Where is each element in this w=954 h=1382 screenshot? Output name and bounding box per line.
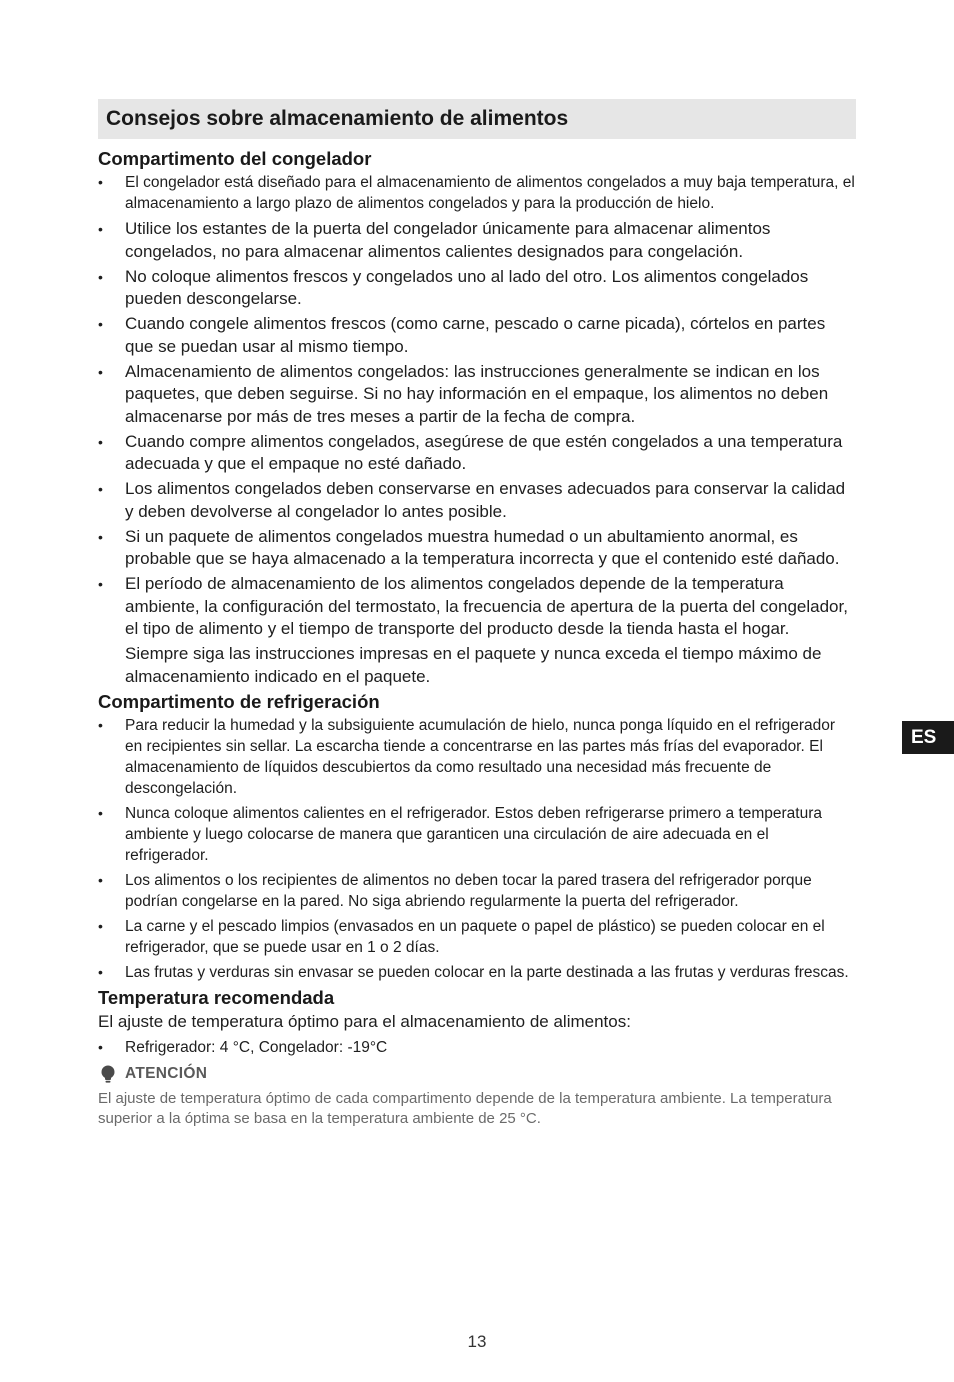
list-item: • Utilice los estantes de la puerta del congelador únicamente para almacenar alimentos congelados, no para almacenar alimentos calientes designados para congelación. bbox=[98, 218, 856, 263]
page-content bbox=[98, 99, 856, 1129]
attention-header bbox=[98, 1064, 856, 1084]
list-item: • Cuando compre alimentos congelados, asegúrese de que estén congelados a una temperatura adecuada y que el empaque no esté dañado. bbox=[98, 431, 856, 476]
list-item: • Las frutas y verduras sin envasar se pueden colocar en la parte destinada a las frutas y verduras frescas. bbox=[98, 962, 856, 983]
attention-label: ATENCIÓN bbox=[125, 1064, 208, 1082]
list-item: • Cuando congele alimentos frescos (como carne, pescado o carne picada), córtelos en partes que se puedan usar al mismo tiempo. bbox=[98, 313, 856, 358]
temperature-list bbox=[98, 1037, 856, 1058]
list-item: • Para reducir la humedad y la subsiguiente acumulación de hielo, nunca ponga líquido en el refrigerador en recipientes sin sellar. La escarcha tiende a concentrarse en las partes más frías del evaporador. El almacenamiento de líquidos descubiertos da como resultado una necesidad más frecuente de descongelación. bbox=[98, 715, 856, 799]
freezer-heading: Compartimento del congelador bbox=[98, 148, 372, 169]
temperature-intro: El ajuste de temperatura óptimo para el almacenamiento de alimentos: bbox=[98, 1012, 631, 1031]
list-item: • El período de almacenamiento de los alimentos congelados depende de la temperatura ambiente, la configuración del termostato, la frecuencia de apertura de la puerta del congelador, el tipo de alimento y el tiempo de transporte del producto desde la tienda hasta el hogar. bbox=[98, 573, 856, 641]
freezer-list bbox=[98, 172, 856, 641]
freezer-continuation: Siempre siga las instrucciones impresas en el paquete y nunca exceda el tiempo máximo de almacenamiento indicado en el paquete. bbox=[125, 644, 822, 686]
list-item: • Los alimentos o los recipientes de alimentos no deben tocar la pared trasera del refrigerador porque podrían congelarse en la pared. No siga abriendo regularmente la puerta del refrigerador. bbox=[98, 870, 856, 912]
temperature-heading: Temperatura recomendada bbox=[98, 987, 335, 1008]
title-bar bbox=[98, 99, 856, 139]
page-number: 13 bbox=[467, 1332, 487, 1351]
list-item: • Almacenamiento de alimentos congelados: las instrucciones generalmente se indican en los paquetes, que deben seguirse. Si no hay información en el empaque, los alimentos no deben almacenarse por más de tres meses a partir de la fecha de compra. bbox=[98, 361, 856, 429]
attention-text: El ajuste de temperatura óptimo de cada compartimento depende de la temperatura ambiente. La temperatura superior a la óptima se basa en la temperatura ambiente de 25 °C. bbox=[98, 1089, 832, 1127]
list-item: • Los alimentos congelados deben conservarse en envases adecuados para conservar la calidad y deben devolverse al congelador lo antes posible. bbox=[98, 478, 856, 523]
list-item: • La carne y el pescado limpios (envasados en un paquete o papel de plástico) se pueden colocar en el refrigerador, que se puede usar en 1 o 2 días. bbox=[98, 916, 856, 958]
fridge-list bbox=[98, 715, 856, 983]
list-item: • Refrigerador: 4 °C, Congelador: -19°C bbox=[98, 1037, 856, 1058]
page-title: Consejos sobre almacenamiento de alimentos bbox=[106, 107, 569, 130]
list-item: • Si un paquete de alimentos congelados muestra humedad o un abultamiento anormal, es probable que se haya almacenado a la temperatura incorrecta y que el contenido esté dañado. bbox=[98, 526, 856, 571]
list-item: • El congelador está diseñado para el almacenamiento de alimentos congelados a muy baja temperatura, el almacenamiento a largo plazo de alimentos congelados y para la producción de hielo. bbox=[98, 172, 856, 214]
lightbulb-icon bbox=[98, 1064, 118, 1084]
fridge-heading: Compartimento de refrigeración bbox=[98, 691, 380, 712]
language-tab: ES bbox=[902, 721, 954, 754]
list-item: • No coloque alimentos frescos y congelados uno al lado del otro. Los alimentos congelados pueden descongelarse. bbox=[98, 266, 856, 311]
list-item: • Nunca coloque alimentos calientes en el refrigerador. Estos deben refrigerarse primero a temperatura ambiente y luego colocarse de manera que garanticen una circulación de aire adecuada en el refrigerador. bbox=[98, 803, 856, 866]
